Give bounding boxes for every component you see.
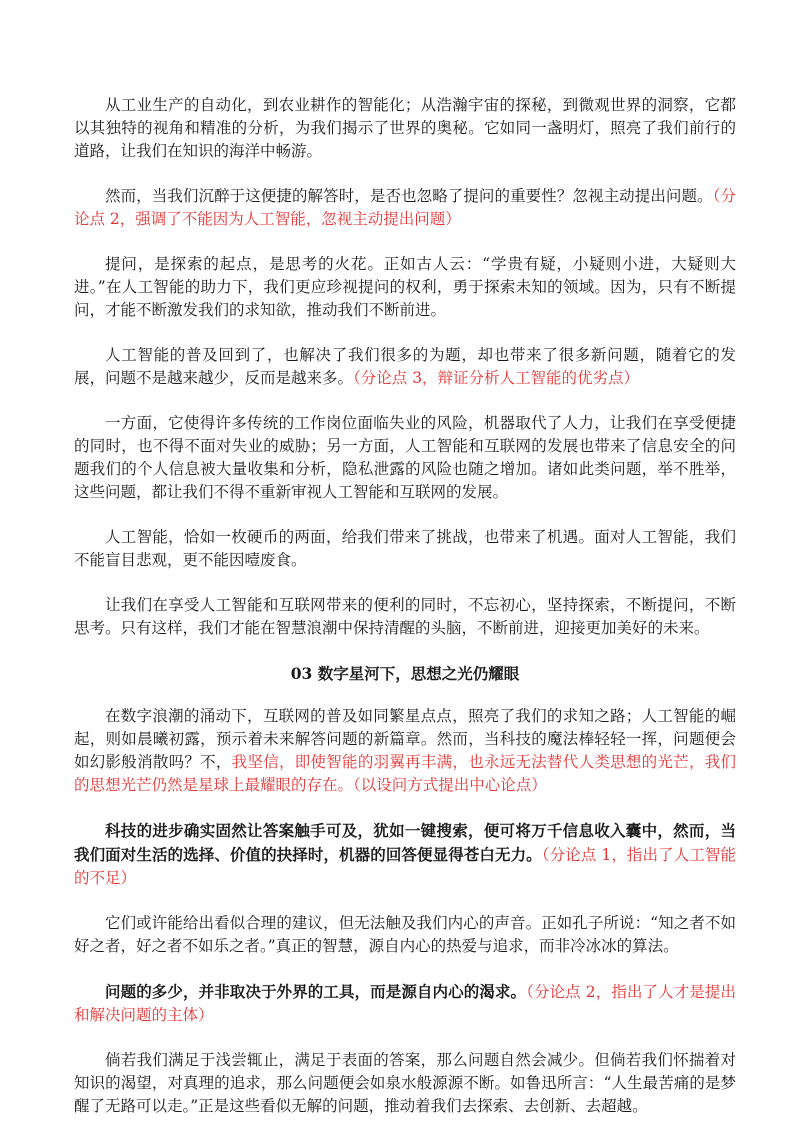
annotation-note: （分论点 1，指出了人工智能的不足） <box>74 846 736 887</box>
section-heading: 03 数字星河下，思想之光仍耀眼 <box>290 664 520 683</box>
paragraph <box>74 980 736 1027</box>
paragraph <box>74 705 736 797</box>
annotation-note: （分论点 2，指出了人才是提出和解决问题的主体） <box>74 983 736 1024</box>
paragraph-text: 人工智能，恰如一枚硬币的两面，给我们带来了挑战，也带来了机遇。面对人工智能，我们不能盲目悲观，更不能因噎废食。 <box>74 528 736 569</box>
paragraph <box>74 344 736 390</box>
paragraph <box>74 94 736 163</box>
paragraph-text: 它们或许能给出看似合理的建议，但无法触及我们内心的声音。正如孔子所说：“知之者不如好之者，好之者不如乐之者。”真正的智慧，源自内心的热爱与追求，而非冷冰冰的算法。 <box>74 914 736 955</box>
paragraph-text: 人工智能的普及回到了，也解决了我们很多的为题，却也带来了很多新问题，随着它的发展，问题不是越来越少，反而是越来多。 <box>74 346 736 387</box>
paragraph <box>74 819 736 890</box>
paragraph-text: 让我们在享受人工智能和互联网带来的便利的同时，不忘初心，坚持探索，不断提问，不断思考。只有这样，我们才能在智慧浪潮中保持清醒的头脑，不断前进，迎接更加美好的未来。 <box>74 596 736 637</box>
annotation-note: （分论点 2，强调了不能因为人工智能，忽视主动提出问题） <box>74 187 736 228</box>
paragraph-text: 然而，当我们沉醉于这便捷的解答时，是否也忽略了提问的重要性？忽视主动提出问题。 <box>105 187 713 205</box>
annotation-note: （分论点 3，辩证分析人工智能的优劣点） <box>353 369 640 387</box>
paragraph-text: 从工业生产的自动化，到农业耕作的智能化；从浩瀚宇宙的探秘，到微观世界的洞察，它都以其独特的视角和精准的分析，为我们揭示了世界的奥秘。它如同一盏明灯，照亮了我们前行的道路，让我们在知识的海洋中畅游。 <box>74 96 736 160</box>
paragraph <box>74 594 736 640</box>
paragraph <box>74 253 736 322</box>
bold-claim: 问题的多少，并非取决于外界的工具，而是源自内心的渴求。 <box>105 982 527 1001</box>
paragraph <box>74 1049 736 1118</box>
paragraph <box>74 526 736 572</box>
paragraph <box>74 185 736 231</box>
paragraph-text: 在数字浪潮的涌动下，互联网的普及如同繁星点点，照亮了我们的求知之路；人工智能的崛起，则如晨曦初露，预示着未来解答问题的新篇章。然而，当科技的魔法棒轻轻一挥，问题便会如幻影般消散吗？不， <box>74 707 736 771</box>
paragraph <box>74 412 736 504</box>
annotation-note: 我坚信，即使智能的羽翼再丰满，也永远无法替代人类思想的光芒，我们的思想光芒仍然是星球上最耀眼的存在。（以设问方式提出中心论点） <box>74 753 736 794</box>
bold-claim: 科技的进步确实固然让答案触手可及，犹如一键搜索，便可将万千信息收入囊中，然而，当我们面对生活的选择、价值的抉择时，机器的回答便显得苍白无力。 <box>74 821 736 864</box>
document-page <box>74 94 736 1140</box>
paragraph-text: 一方面，它使得许多传统的工作岗位面临失业的风险，机器取代了人力，让我们在享受便捷的同时，也不得不面对失业的威胁；另一方面，人工智能和互联网的发展也带来了信息安全的问题我们的个人信息被大量收集和分析，隐私泄露的风险也随之增加。诸如此类问题，举不胜举，这些问题，都让我们不得不重新审视人工智能和互联网的发展。 <box>74 414 736 501</box>
paragraph <box>74 912 736 958</box>
paragraph-text: 提问，是探索的起点，是思考的火花。正如古人云：“学贵有疑，小疑则小进，大疑则大进。”在人工智能的助力下，我们更应珍视提问的权利，勇于探索未知的领域。因为，只有不断提问，才能不断激发我们的求知欲，推动我们不断前进。 <box>74 255 736 319</box>
paragraph-text: 倘若我们满足于浅尝辄止，满足于表面的答案，那么问题自然会减少。但倘若我们怀揣着对知识的渴望，对真理的追求，那么问题便会如泉水般源源不断。如鲁迅所言：“人生最苦痛的是梦醒了无路可以走。”正是这些看似无解的问题，推动着我们去探索、去创新、去超越。 <box>74 1051 736 1115</box>
